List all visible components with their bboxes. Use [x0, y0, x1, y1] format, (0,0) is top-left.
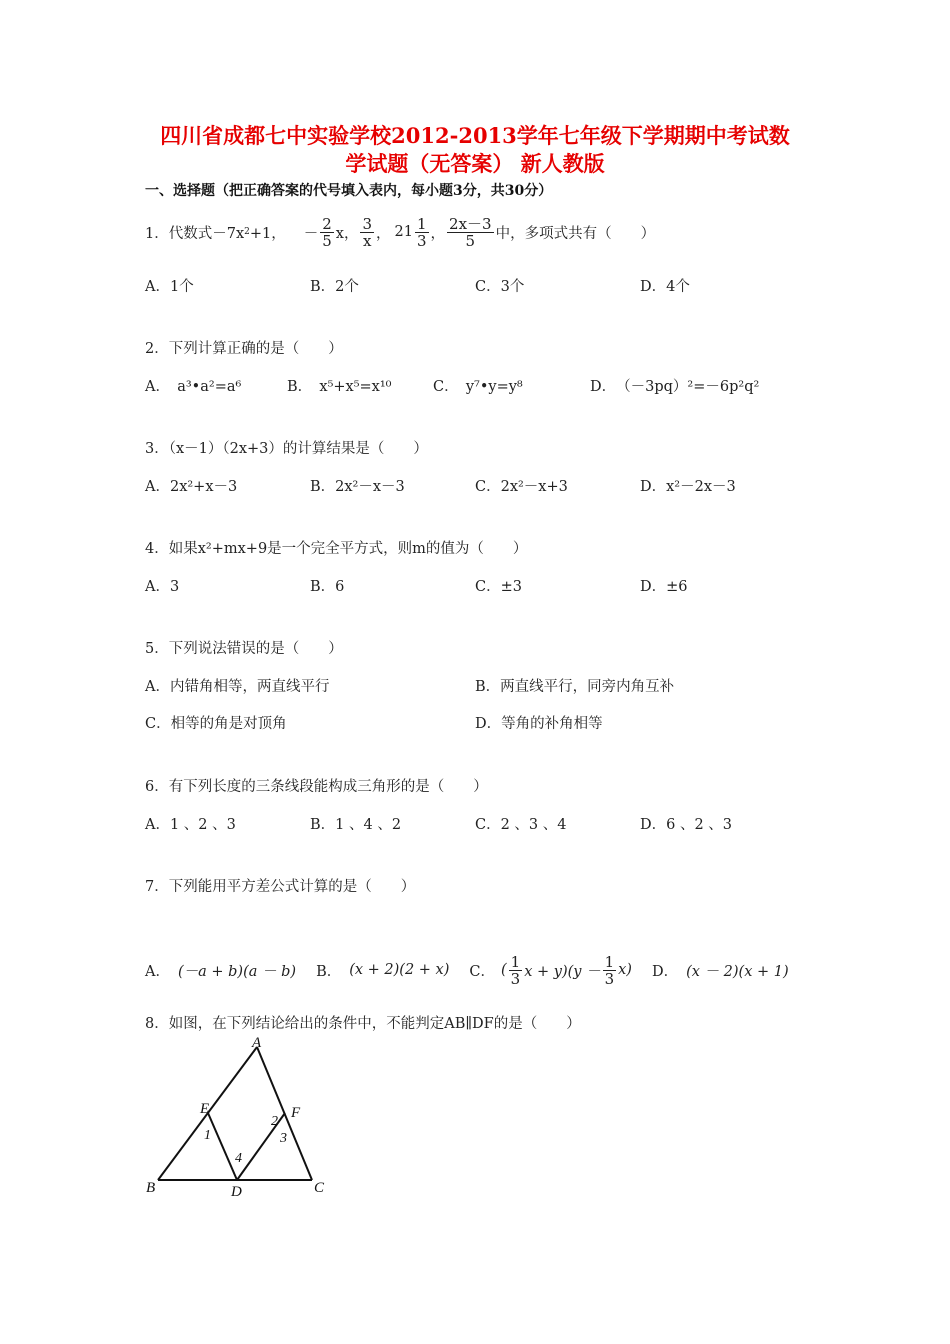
q3-option-b: B．2x²－x－3: [310, 479, 405, 495]
q7-option-c-label: C．: [469, 963, 495, 980]
q1-sup: 2: [244, 227, 250, 237]
question-2-stem: 2．下列计算正确的是（ ）: [145, 341, 343, 357]
q3-option-c: C．2x²－x+3: [475, 479, 568, 495]
q7-option-d-expr: (x － 2)(x + 1): [686, 963, 789, 980]
q4-option-a: A．3: [145, 579, 180, 595]
q1-fraction-3: $\frac{2x-3}{5}$: [449, 214, 492, 250]
q4-option-b: B．6: [310, 579, 345, 595]
label-angle-3: 3: [280, 1131, 287, 1146]
q5-option-b: B．两直线平行，同旁内角互补: [475, 679, 675, 695]
q4-option-c: C．±3: [475, 579, 522, 595]
q1-fraction-2: $\frac{3}{x}$: [362, 214, 373, 250]
q1-option-a: A．1个: [145, 279, 194, 295]
q1-mixed-whole: 21: [394, 224, 413, 240]
question-1-stem: 1．代数式－7x 2 +1， － $\frac{2}{5}$ x， $\frac{3}{x}$ ， 21 $\frac{1}{3}$ ， $\frac{2x-3}{5}$ 中，多项式共有（ ）: [145, 214, 656, 250]
line-ed: [208, 1113, 237, 1180]
q5-option-a: A．内错角相等，两直线平行: [145, 679, 330, 695]
label-b: B: [146, 1180, 156, 1196]
q7-option-c-mid: x + y)(y －: [524, 963, 601, 980]
label-angle-4: 4: [235, 1151, 242, 1166]
q7-option-b-label: B．: [316, 963, 342, 980]
q1-suffix: 中，多项式共有（ ）: [495, 225, 656, 242]
document-title-line1: 四川省成都七中实验学校2012-2013学年七年级下学期期中考试数: [160, 123, 790, 148]
q2-option-d: D． （－3pq）²=－6p²q²: [590, 379, 760, 395]
q2-option-a: A． a³•a²=a⁶: [145, 379, 242, 395]
q2-option-b: B． x⁵+x⁵=x¹⁰: [287, 379, 392, 395]
q7-option-a-expr: (－a + b)(a － b): [177, 963, 297, 980]
label-angle-2: 2: [271, 1114, 278, 1129]
q5-option-c: C．相等的角是对顶角: [145, 716, 287, 732]
q7-option-a-label: A．: [145, 963, 170, 980]
question-3-stem: 3．（x－1）（2x+3）的计算结果是（ ）: [145, 441, 428, 457]
question-6-stem: 6．有下列长度的三条线段能构成三角形的是（ ）: [145, 779, 488, 795]
label-e: E: [200, 1101, 210, 1117]
q7-option-c-fraction-1: $\frac{1}{3}$: [510, 952, 521, 988]
q3-option-a: A．2x²+x－3: [145, 479, 238, 495]
question-7-stem: 7．下列能用平方差公式计算的是（ ）: [145, 879, 416, 895]
q1-fraction-1: $\frac{2}{5}$: [322, 214, 332, 250]
q5-option-d: D．等角的补角相等: [475, 716, 603, 732]
q7-option-b-expr: (x + 2)(2 + x): [349, 962, 450, 978]
question-4-stem: 4．如果x²+mx+9是一个完全平方式，则m的值为（ ）: [145, 541, 528, 557]
label-f: F: [291, 1105, 301, 1121]
label-a: A: [252, 1035, 262, 1051]
q1-option-b: B．2个: [310, 279, 359, 295]
q6-option-d: D．6 、2 、3: [640, 817, 733, 833]
question-5-stem: 5．下列说法错误的是（ ）: [145, 641, 343, 657]
q6-option-a: A．1 、2 、3: [145, 817, 236, 833]
section-heading: 一、选择题（把正确答案的代号填入表内，每小题3分，共30分）: [145, 183, 553, 199]
q7-option-c-post: x): [618, 962, 632, 978]
q1-option-d: D．4个: [640, 279, 690, 295]
label-c: C: [314, 1180, 325, 1196]
question-8-stem: 8．如图，在下列结论给出的条件中，不能判定AB∥DF的是（ ）: [145, 1016, 581, 1032]
q7-option-c-fraction-2: $\frac{1}{3}$: [604, 952, 615, 988]
q1-plus: +1，: [249, 225, 286, 242]
q1-option-c: C．3个: [475, 279, 525, 295]
q7-option-c-pre: (: [501, 962, 507, 978]
q1-mixed-fraction: $\frac{1}{3}$: [416, 214, 427, 250]
label-angle-1: 1: [204, 1128, 211, 1143]
q7-option-d-label: D．: [651, 963, 679, 980]
document-title-line2: 学试题（无答案） 新人教版: [345, 151, 605, 176]
q6-option-c: C．2 、3 、4: [475, 817, 567, 833]
q7-options-row: [145, 950, 789, 990]
q4-option-d: D．±6: [640, 579, 688, 595]
q3-option-d: D．x²－2x－3: [640, 479, 736, 495]
q1-f1-tail: x，: [335, 225, 359, 242]
triangle-diagram: [140, 1035, 340, 1205]
q1-prefix: 1．代数式－7x: [145, 225, 245, 242]
q6-option-b: B．1 、4 、2: [310, 817, 402, 833]
q2-option-c: C． y⁷•y=y⁸: [433, 379, 523, 395]
label-d: D: [231, 1184, 242, 1200]
